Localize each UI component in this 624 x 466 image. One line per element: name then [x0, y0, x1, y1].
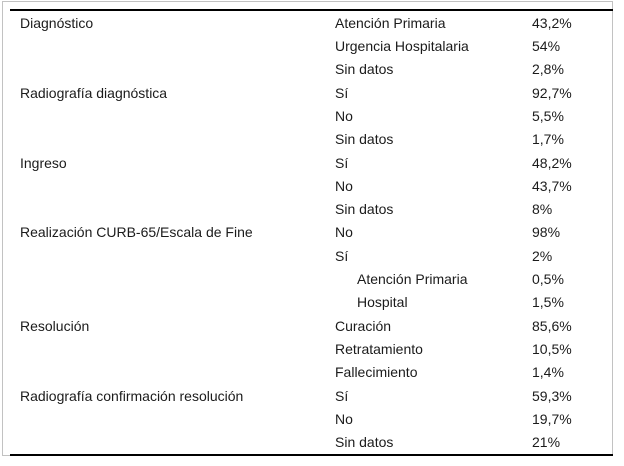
- item-cell: Hospital: [357, 294, 408, 311]
- value-cell: 54%: [532, 37, 561, 54]
- table-row: [10, 407, 613, 430]
- item-cell: Sin datos: [335, 61, 394, 78]
- table-body: [10, 11, 613, 454]
- category-cell: Radiografía diagnóstica: [20, 84, 168, 101]
- item-cell: Sin datos: [335, 434, 394, 451]
- item-cell: Retratamiento: [335, 341, 423, 358]
- table-row: [10, 81, 613, 104]
- table-row: [10, 384, 613, 407]
- item-cell: No: [335, 107, 353, 124]
- value-cell: 1,4%: [532, 364, 564, 381]
- category-cell: Resolución: [20, 317, 90, 334]
- category-cell: Realización CURB-65/Escala de Fine: [20, 224, 253, 241]
- table-row: [10, 431, 613, 454]
- table-row: [10, 361, 613, 384]
- table-row: [10, 128, 613, 151]
- value-cell: 5,5%: [532, 107, 564, 124]
- value-cell: 10,5%: [532, 341, 572, 358]
- table-row: [10, 34, 613, 57]
- value-cell: 19,7%: [532, 410, 572, 427]
- value-cell: 98%: [532, 224, 561, 241]
- item-cell: Urgencia Hospitalaria: [335, 37, 469, 54]
- item-cell: Sí: [335, 387, 349, 404]
- value-cell: 8%: [532, 201, 553, 218]
- value-cell: 0,5%: [532, 271, 564, 288]
- value-cell: 1,7%: [532, 131, 564, 148]
- value-cell: 92,7%: [532, 84, 572, 101]
- table-row: [10, 221, 613, 244]
- table-row: [10, 11, 613, 34]
- item-cell: No: [335, 224, 353, 241]
- item-cell: Atención Primaria: [357, 271, 468, 288]
- table-row: [10, 198, 613, 221]
- table-row: [10, 104, 613, 127]
- value-cell: 21%: [532, 434, 561, 451]
- table-row: [10, 58, 613, 81]
- table-row: [10, 291, 613, 314]
- item-cell: Atención Primaria: [335, 14, 446, 31]
- value-cell: 2,8%: [532, 61, 564, 78]
- value-cell: 43,7%: [532, 177, 572, 194]
- item-cell: Sí: [335, 84, 349, 101]
- item-cell: No: [335, 410, 353, 427]
- item-cell: Fallecimiento: [335, 364, 418, 381]
- table-row: [10, 337, 613, 360]
- category-cell: Ingreso: [20, 154, 67, 171]
- table-row: [10, 174, 613, 197]
- table-row: [10, 244, 613, 267]
- category-cell: Diagnóstico: [20, 14, 94, 31]
- value-cell: 48,2%: [532, 154, 572, 171]
- table-row: [10, 151, 613, 174]
- item-cell: Sin datos: [335, 201, 394, 218]
- table-row: [10, 314, 613, 337]
- item-cell: No: [335, 177, 353, 194]
- value-cell: 43,2%: [532, 14, 572, 31]
- item-cell: Sí: [335, 154, 349, 171]
- value-cell: 85,6%: [532, 317, 572, 334]
- table-row: [10, 267, 613, 290]
- category-cell: Radiografía confirmación resolución: [20, 387, 244, 404]
- value-cell: 1,5%: [532, 294, 564, 311]
- table-bottom-rule: [10, 454, 613, 456]
- item-cell: Curación: [335, 317, 392, 334]
- value-cell: 59,3%: [532, 387, 572, 404]
- item-cell: Sin datos: [335, 131, 394, 148]
- item-cell: Sí: [335, 247, 349, 264]
- value-cell: 2%: [532, 247, 553, 264]
